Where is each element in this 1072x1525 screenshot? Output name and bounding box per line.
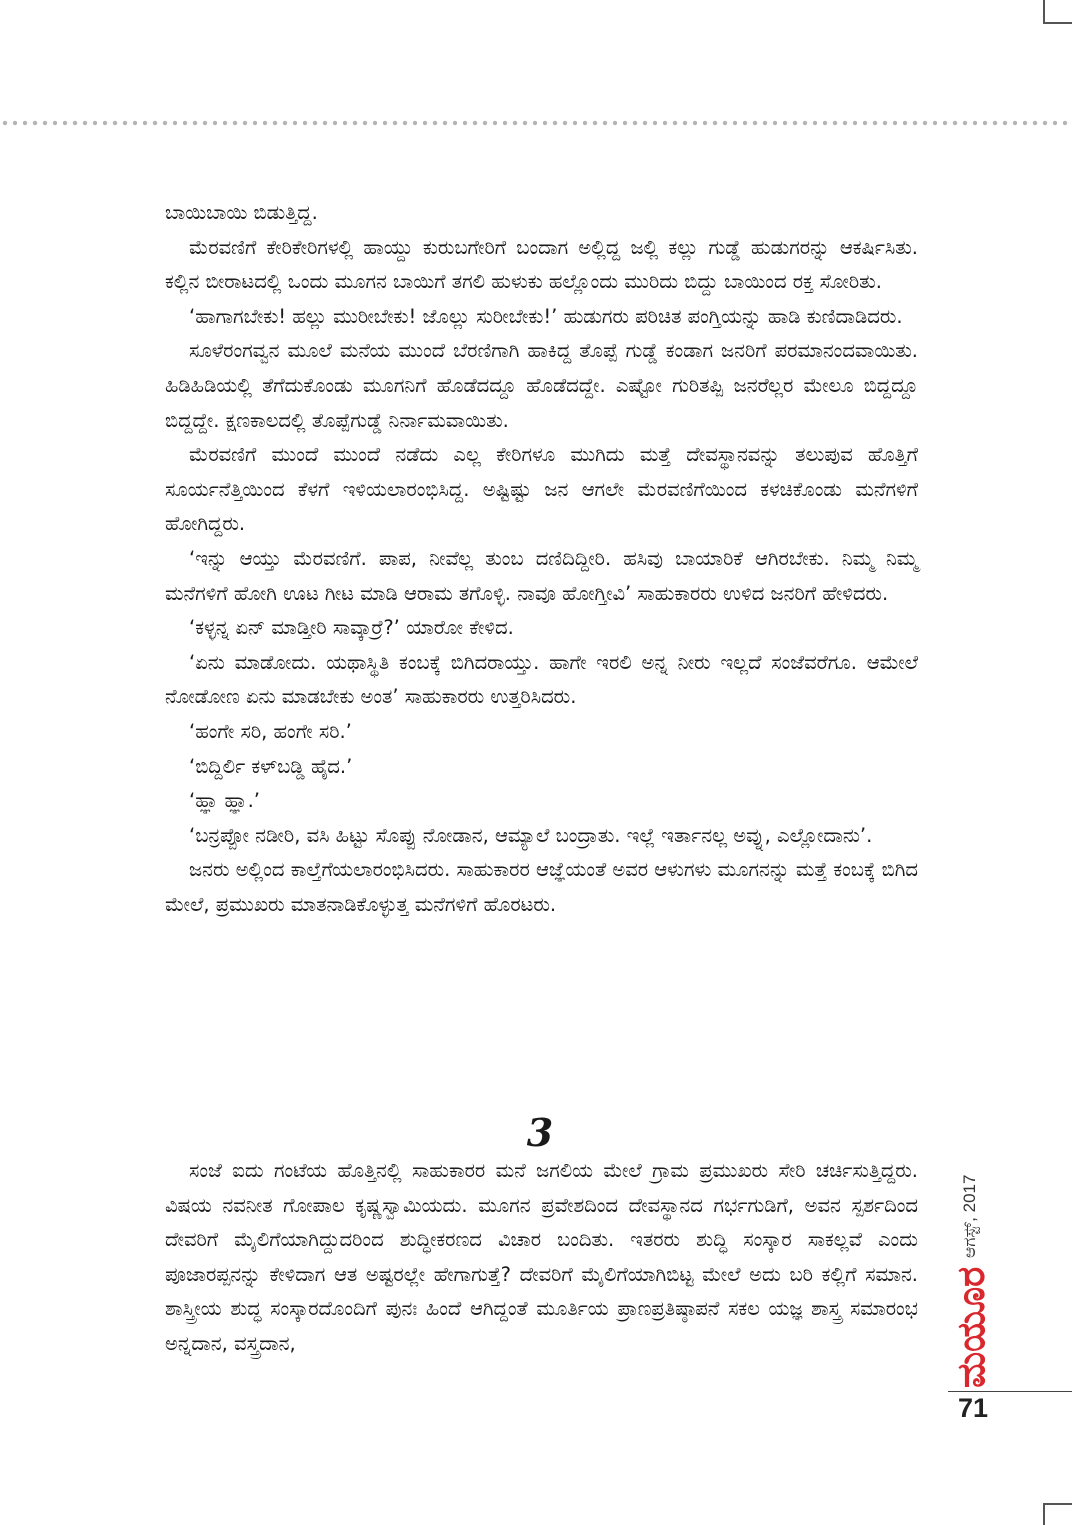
magazine-logo-text: ಮಯೂರ <box>949 1266 993 1388</box>
paragraph: ಮೆರವಣಿಗೆ ಕೇರಿಕೇರಿಗಳಲ್ಲಿ ಹಾಯ್ದು ಕುರುಬಗೇರಿಗೆ ಬಂದಾಗ ಅಲ್ಲಿದ್ದ ಜಲ್ಲಿ ಕಲ್ಲು ಗುಡ್ಡೆ ಹುಡುಗರನ್ನು ಆಕರ್ಷಿಸಿತು. ಕಲ್ಲಿನ ಬೀರಾಟದಲ್ಲಿ ಒಂದು ಮೂಗನ ಬಾಯಿಗೆ ತಗಲಿ ಹುಳುಕು ಹಲ್ಲೊಂದು ಮುರಿದು ಬಿದ್ದು ಬಾಯಿಂದ ರಕ್ತ ಸೋರಿತು. <box>165 235 918 294</box>
paragraph: ‘ಕಳ್ಳನ್ನ ಏನ್ ಮಾಡ್ತೀರಿ ಸಾವ್ಕಾರ್ರೆ?’ ಯಾರೋ ಕೇಳಿದ. <box>189 616 514 640</box>
footer-rule <box>948 1391 1072 1392</box>
paragraph: ‘ಬಿದ್ದಿರ್ಲಿ ಕಳ್‌ಬಡ್ಡಿ ಹೈದ.’ <box>189 754 353 778</box>
paragraph: ಸೂಳೆರಂಗವ್ವನ ಮೂಲೆ ಮನೆಯ ಮುಂದೆ ಬೆರಣಿಗಾಗಿ ಹಾಕಿದ್ದ ತೊಪ್ಪೆ ಗುಡ್ಡೆ ಕಂಡಾಗ ಜನರಿಗೆ ಪರಮಾನಂದವಾಯಿತು. ಹಿಡಿಹಿಡಿಯಲ್ಲಿ ತೆಗೆದುಕೊಂಡು ಮೂಗನಿಗೆ ಹೊಡೆದದ್ದೂ ಹೊಡೆದದ್ದೇ. ಎಷ್ಟೋ ಗುರಿತಪ್ಪಿ ಜನರೆಲ್ಲರ ಮೇಲೂ ಬಿದ್ದದ್ದೂ ಬಿದ್ದದ್ದೇ. ಕ್ಷಣಕಾಲದಲ್ಲಿ ತೊಪ್ಪೆಗುಡ್ಡೆ ನಿರ್ನಾಮವಾಯಿತು. <box>165 339 918 432</box>
paragraph: ಮೆರವಣಿಗೆ ಮುಂದೆ ಮುಂದೆ ನಡೆದು ಎಲ್ಲ ಕೇರಿಗಳೂ ಮುಗಿದು ಮತ್ತೆ ದೇವಸ್ಥಾನವನ್ನು ತಲುಪುವ ಹೊತ್ತಿಗೆ ಸೂರ್ಯನೆತ್ತಿಯಿಂದ ಕೆಳಗೆ ಇಳಿಯಲಾರಂಭಿಸಿದ್ದ. ಅಷ್ಟಿಷ್ಟು ಜನ ಆಗಲೇ ಮೆರವಣಿಗೆಯಿಂದ ಕಳಚಿಕೊಂಡು ಮನೆಗಳಿಗೆ ಹೋಗಿದ್ದರು. <box>165 443 918 536</box>
paragraph: ‘ಹಂಗೇ ಸರಿ, ಹಂಗೇ ಸರಿ.’ <box>189 719 352 743</box>
chapter-body <box>165 1154 918 1362</box>
paragraph: ‘ಬನ್ರಪ್ಪೋ ನಡೀರಿ, ವಸಿ ಹಿಟ್ಟು ಸೊಪ್ಪು ನೋಡಾನ, ಆಮ್ಯಾಲೆ ಬಂದ್ರಾತು. ಇಲ್ಲೆ ಇರ್ತಾನಲ್ಲ ಅವ್ನು, ಎಲ್ಲೋದಾನು’. <box>189 823 873 847</box>
crop-mark-top-right-h <box>1043 22 1072 24</box>
story-body <box>165 196 918 922</box>
crop-mark-top-right <box>1043 0 1045 22</box>
paragraph: ‘ಹ್ಞಾ ಹ್ಞಾ.’ <box>189 789 261 813</box>
crop-mark-bottom-right <box>1043 1503 1045 1525</box>
paragraph: ಬಾಯಿಬಾಯಿ ಬಿಡುತ್ತಿದ್ದ. <box>165 201 318 224</box>
paragraph: ‘ಹಾಗಾಗಬೇಕು! ಹಲ್ಲು ಮುರೀಬೇಕು! ಜೊಲ್ಲು ಸುರೀಬೇಕು!’ ಹುಡುಗರು ಪರಿಚಿತ ಪಂಗ್ತಿಯನ್ನು ಹಾಡಿ ಕುಣಿದಾಡಿದರು. <box>189 304 903 328</box>
chapter-number: 3 <box>526 1110 554 1155</box>
paragraph: ಜನರು ಅಲ್ಲಿಂದ ಕಾಲ್ತೆಗೆಯಲಾರಂಭಿಸಿದರು. ಸಾಹುಕಾರರ ಆಜ್ಞೆಯಂತೆ ಅವರ ಆಳುಗಳು ಮೂಗನನ್ನು ಮತ್ತೆ ಕಂಬಕ್ಕೆ ಬಿಗಿದ ಮೇಲೆ, ಪ್ರಮುಖರು ಮಾತನಾಡಿಕೊಳ್ಳುತ್ತ ಮನೆಗಳಿಗೆ ಹೊರಟರು. <box>165 858 918 916</box>
crop-mark-bottom-right-h <box>1043 1503 1072 1505</box>
page-number: 71 <box>958 1393 989 1423</box>
dotted-header-rule <box>0 120 1072 126</box>
paragraph: ‘ಇನ್ನು ಆಯ್ತು ಮೆರವಣಿಗೆ. ಪಾಪ, ನೀವೆಲ್ಲ ತುಂಬ ದಣಿದಿದ್ದೀರಿ. ಹಸಿವು ಬಾಯಾರಿಕೆ ಆಗಿರಬೇಕು. ನಿಮ್ಮ ನಿಮ್ಮ ಮನೆಗಳಿಗೆ ಹೋಗಿ ಊಟ ಗೀಟ ಮಾಡಿ ಆರಾಮ ತಗೊಳ್ಳಿ. ನಾವೂ ಹೋಗ್ತೀವಿ’ ಸಾಹುಕಾರರು ಉಳಿದ ಜನರಿಗೆ ಹೇಳಿದರು. <box>165 546 918 605</box>
paragraph: ಸಂಜೆ ಐದು ಗಂಟೆಯ ಹೊತ್ತಿನಲ್ಲಿ ಸಾಹುಕಾರರ ಮನೆ ಜಗಲಿಯ ಮೇಲೆ ಗ್ರಾಮ ಪ್ರಮುಖರು ಸೇರಿ ಚರ್ಚಿಸುತ್ತಿದ್ದರು. ವಿಷಯ ನವನೀತ ಗೋಪಾಲ ಕೃಷ್ಣಸ್ವಾಮಿಯದು. ಮೂಗನ ಪ್ರವೇಶದಿಂದ ದೇವಸ್ಥಾನದ ಗರ್ಭಗುಡಿಗೆ, ಅವನ ಸ್ಪರ್ಶದಿಂದ ದೇವರಿಗೆ ಮೈಲಿಗೆಯಾಗಿದ್ದುದರಿಂದ ಶುದ್ಧೀಕರಣದ ವಿಚಾರ ಬಂದಿತು. ಇತರರು ಶುದ್ಧಿ ಸಂಸ್ಕಾರ ಸಾಕಲ್ಲವೆ ಎಂದು ಪೂಜಾರಪ್ಪನನ್ನು ಕೇಳಿದಾಗ ಆತ ಅಷ್ಟರಲ್ಲೇ ಹೇಗಾಗುತ್ತೆ? ದೇವರಿಗೆ ಮೈಲಿಗೆಯಾಗಿಬಿಟ್ಟ ಮೇಲೆ ಅದು ಬರಿ ಕಲ್ಲಿಗೆ ಸಮಾನ. ಶಾಸ್ತ್ರೀಯ ಶುದ್ಧ ಸಂಸ್ಕಾರದೊಂದಿಗೆ ಪುನಃ ಹಿಂದೆ ಆಗಿದ್ದಂತೆ ಮೂರ್ತಿಯ ಪ್ರಾಣಪ್ರತಿಷ್ಠಾಪನೆ ಸಕಲ ಯಜ್ಞ ಶಾಸ್ತ್ರ ಸಮಾರಂಭ ಅನ್ನದಾನ, ವಸ್ತ್ರದಾನ, <box>165 1159 918 1355</box>
issue-date-text: ಆಗಸ್ಟ್, 2017 <box>960 1174 979 1258</box>
paragraph: ‘ಏನು ಮಾಡೋದು. ಯಥಾಸ್ಥಿತಿ ಕಂಬಕ್ಕೆ ಬಿಗಿದರಾಯ್ತು. ಹಾಗೇ ಇರಲಿ ಅನ್ನ ನೀರು ಇಲ್ಲದೆ ಸಂಜೆವರೆಗೂ. ಆಮೇಲೆ ನೋಡೋಣ ಏನು ಮಾಡಬೇಕು ಅಂತ’ ಸಾಹುಕಾರರು ಉತ್ತರಿಸಿದರು. <box>165 650 918 709</box>
